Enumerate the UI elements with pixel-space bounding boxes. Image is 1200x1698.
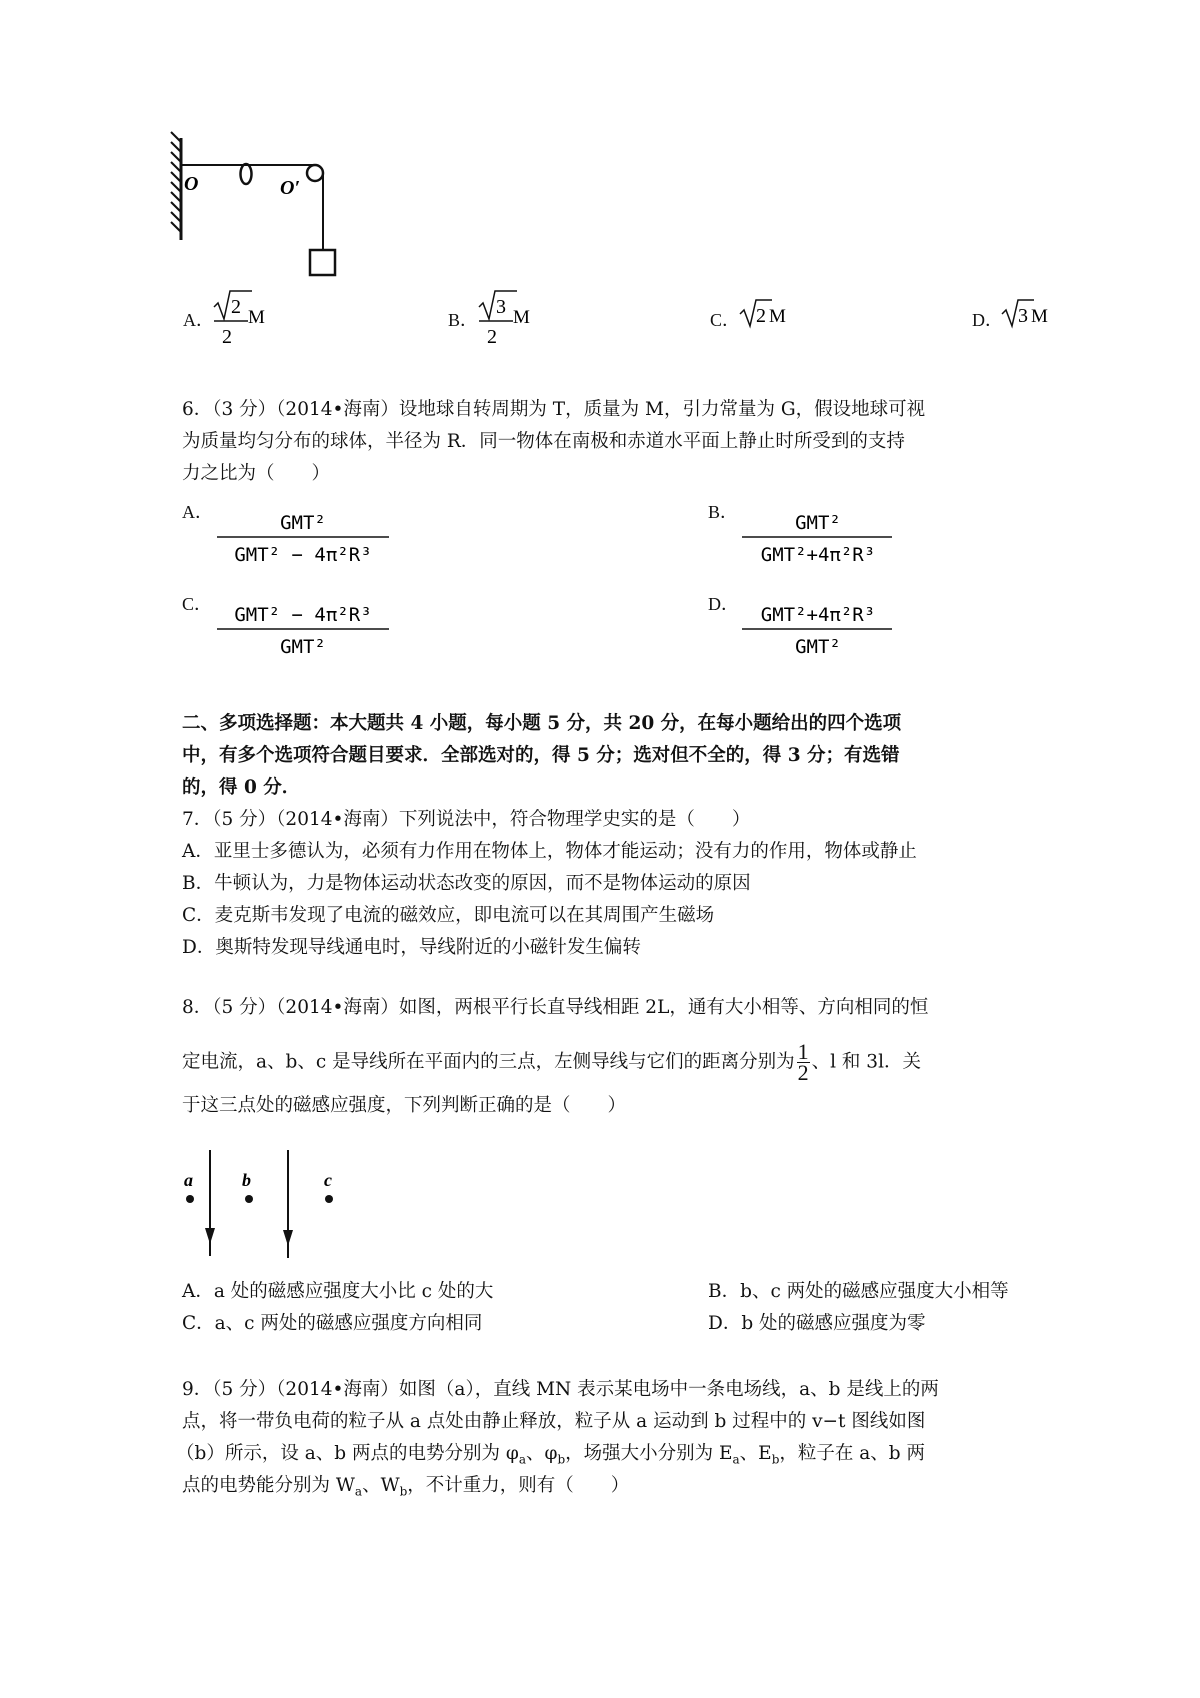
label-c: c <box>324 1170 332 1190</box>
svg-text:M: M <box>769 306 786 327</box>
q9-stem-line-2: 点，将一带负电荷的粒子从 a 点处由静止释放，粒子从 a 运动到 b 过程中的 v−t 图线如图 <box>182 1411 926 1432</box>
q6-option-c-label: C． <box>182 594 213 614</box>
q5-figure <box>168 128 368 288</box>
q6-option-b-label: B． <box>708 502 739 522</box>
label-b: b <box>242 1170 251 1190</box>
q6-b-denominator: GMT²+4π²R³ <box>760 544 876 566</box>
q6-option-d-fraction <box>740 597 920 661</box>
q5-option-a-value <box>212 287 272 347</box>
svg-text:M: M <box>513 307 530 328</box>
pulley <box>307 165 323 181</box>
svg-text:M: M <box>248 307 265 328</box>
svg-text:2: 2 <box>756 305 766 327</box>
q7-option-a: A．亚里士多德认为，必须有力作用在物体上，物体才能运动；没有力的作用，物体或静止 <box>182 841 917 862</box>
q5-option-b-label: B． <box>448 310 479 330</box>
q6-c-denominator: GMT² <box>280 636 326 658</box>
svg-text:3: 3 <box>1018 305 1028 327</box>
q9-stem-line-3: （b）所示，设 a、b 两点的电势分别为 $\varphi_a$、$\varphi_b$，场强大小分别为 $E_a$、$E_b$，粒子在 a、b 两 <box>176 1443 926 1467</box>
q8-stem-line-1: 8．（5 分）（2014•海南）如图，两根平行长直导线相距 2L，通有大小相等、方向相同的恒 <box>182 997 929 1018</box>
q9-stem-line-4: 点的电势能分别为 $W_a$、$W_b$，不计重力，则有（ ） <box>182 1475 630 1499</box>
q5-option-a-label: A． <box>183 310 214 330</box>
q7-option-b: B．牛顿认为，力是物体运动状态改变的原因，而不是物体运动的原因 <box>182 873 751 894</box>
svg-text:2: 2 <box>222 326 232 347</box>
point-b <box>245 1195 253 1203</box>
q5-option-c-value <box>738 298 798 332</box>
q8-stem-line-3: 于这三点处的磁感应强度，下列判断正确的是（ ） <box>182 1095 627 1116</box>
q6-b-numerator: GMT² <box>795 512 841 534</box>
q5-option-c-label: C． <box>710 310 741 330</box>
section2-heading-line-2: 中，有多个选项符合题目要求．全部选对的，得 5 分；选对但不全的，得 3 分；有选错 <box>182 745 900 766</box>
q6-a-numerator: GMT² <box>280 512 326 534</box>
q8-inline-fraction: $\frac{1}{2}$ <box>797 1039 809 1085</box>
weight-block <box>310 250 335 275</box>
q5-option-d-label: D． <box>972 310 1003 330</box>
q8-option-a: A．a 处的磁感应强度大小比 c 处的大 <box>182 1281 494 1302</box>
q6-d-denominator: GMT² <box>795 636 841 658</box>
svg-text:M: M <box>1031 306 1048 327</box>
point-c <box>325 1195 333 1203</box>
right-wire-arrow <box>283 1230 293 1246</box>
q6-option-d-label: D． <box>708 594 739 614</box>
q7-option-d: D．奥斯特发现导线通电时，导线附近的小磁针发生偏转 <box>182 937 641 958</box>
svg-text:2: 2 <box>487 326 497 347</box>
section2-heading-line-3: 的，得 0 分． <box>182 777 301 798</box>
ring <box>241 164 252 184</box>
q6-option-a-label: A． <box>182 502 213 522</box>
q8-option-c: C．a、c 两处的磁感应强度方向相同 <box>182 1313 483 1334</box>
q8-line2-suffix: 、l 和 3l．关 <box>811 1051 921 1073</box>
label-O: O <box>184 173 199 195</box>
q6-a-denominator: GMT² − 4π²R³ <box>234 544 372 566</box>
q6-c-numerator: GMT² − 4π²R³ <box>234 604 372 626</box>
q6-option-b-fraction <box>740 505 920 569</box>
q6-stem-line-3: 力之比为（ ） <box>182 463 331 484</box>
q5-option-d-value <box>1000 298 1060 332</box>
left-wire-arrow <box>205 1228 215 1244</box>
q5-option-b-value <box>477 287 537 347</box>
q6-stem-line-1: 6．（3 分）（2014•海南）设地球自转周期为 T，质量为 M，引力常量为 G，假设地球可视 <box>182 399 926 420</box>
label-O-prime: O′ <box>280 177 301 199</box>
q7-option-c: C．麦克斯韦发现了电流的磁效应，即电流可以在其周围产生磁场 <box>182 905 715 926</box>
section2-heading-line-1: 二、多项选择题：本大题共 4 小题，每小题 5 分，共 20 分，在每小题给出的四个选项 <box>182 713 902 734</box>
q6-d-numerator: GMT²+4π²R³ <box>760 604 876 626</box>
q8-figure <box>178 1146 358 1262</box>
q6-option-a-fraction <box>215 505 395 569</box>
q9-stem-line-1: 9．（5 分）（2014•海南）如图（a），直线 MN 表示某电场中一条电场线，a、b 是线上的两 <box>182 1379 939 1400</box>
point-a <box>186 1195 194 1203</box>
q8-option-b: B．b、c 两处的磁感应强度大小相等 <box>708 1281 1009 1302</box>
q8-line2-prefix: 定电流，a、b、c 是导线所在平面内的三点，左侧导线与它们的距离分别为 <box>182 1051 795 1073</box>
q8-stem-line-2 <box>182 1039 921 1085</box>
svg-text:3: 3 <box>496 296 506 318</box>
q6-stem-line-2: 为质量均匀分布的球体，半径为 R．同一物体在南极和赤道水平面上静止时所受到的支持 <box>182 431 905 452</box>
label-a: a <box>184 1170 193 1190</box>
q7-stem: 7．（5 分）（2014•海南）下列说法中，符合物理学史实的是（ ） <box>182 809 751 830</box>
svg-text:2: 2 <box>231 296 241 318</box>
q6-option-c-fraction <box>215 597 395 661</box>
q8-option-d: D．b 处的磁感应强度为零 <box>708 1313 926 1334</box>
